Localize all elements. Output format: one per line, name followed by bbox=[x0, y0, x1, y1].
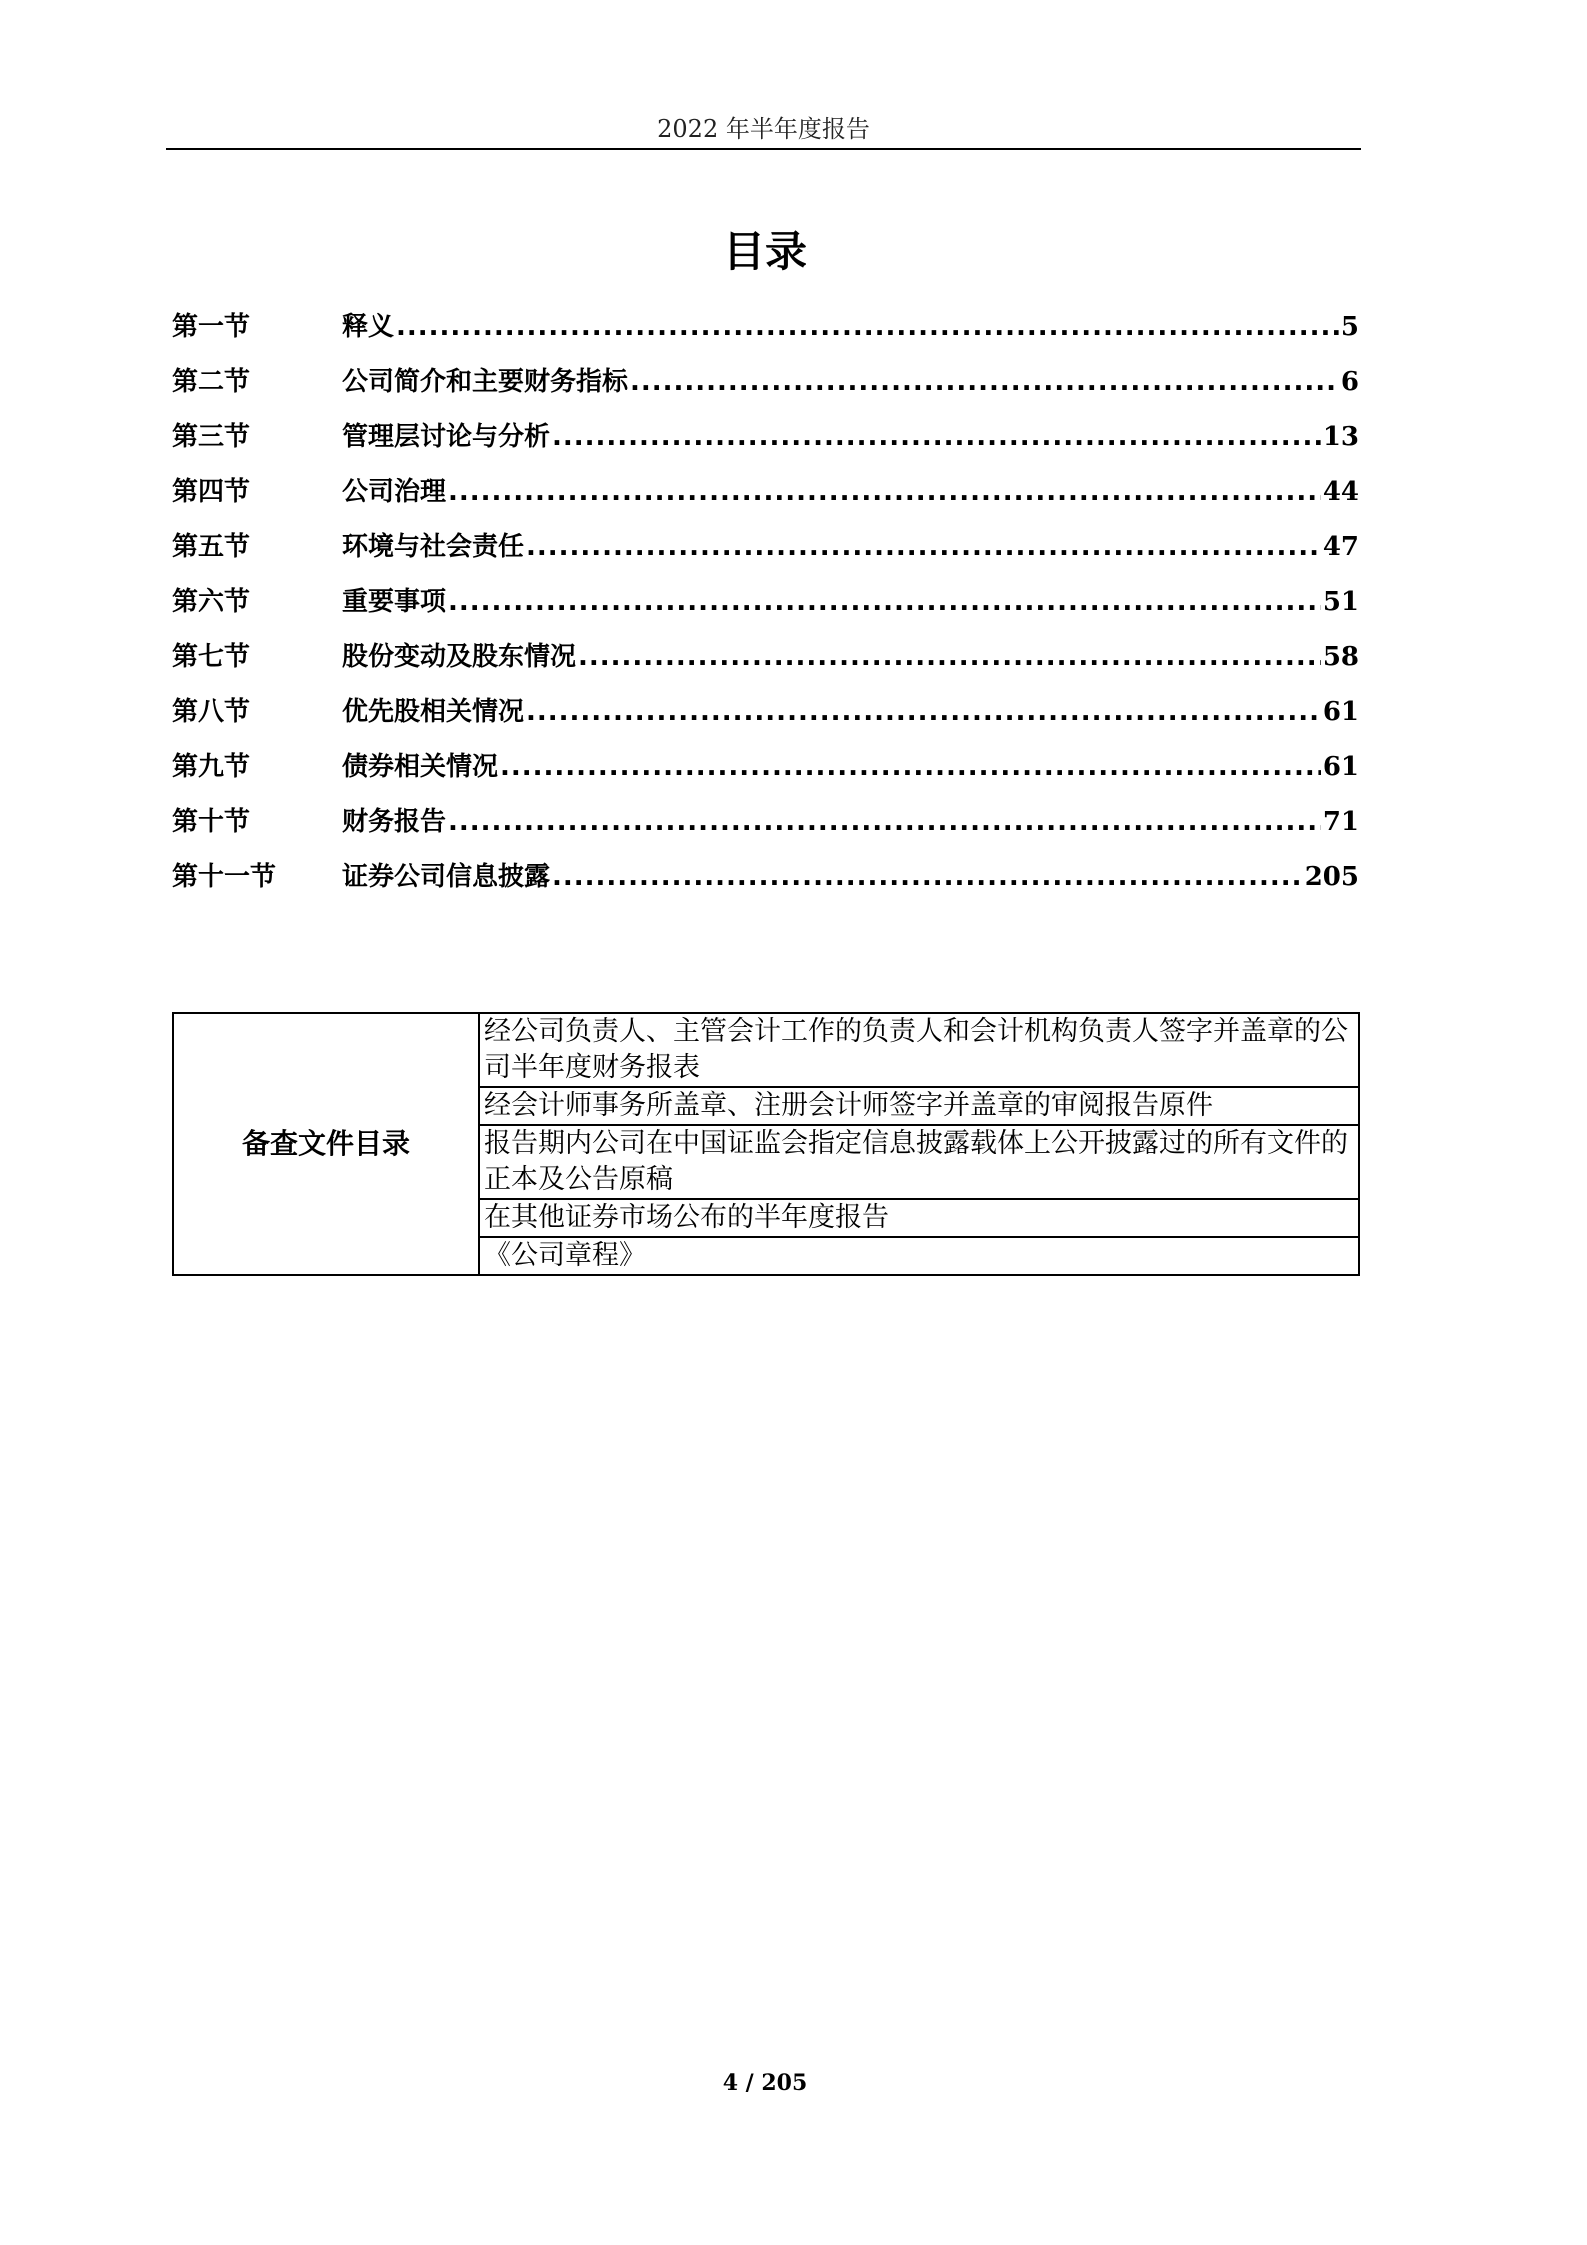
toc-section-title: 释义 bbox=[342, 312, 395, 342]
toc-dot-leader bbox=[526, 532, 1321, 562]
toc-entry-1[interactable] bbox=[172, 306, 1359, 361]
toc-section-number: 第六节 bbox=[172, 587, 251, 617]
toc-page-number: 13 bbox=[1322, 422, 1359, 452]
toc-entry-10[interactable] bbox=[172, 801, 1359, 856]
toc-dot-leader bbox=[448, 477, 1321, 507]
reference-documents-table bbox=[172, 1012, 1360, 1276]
toc-dot-leader bbox=[448, 587, 1321, 617]
toc-dot-leader bbox=[552, 422, 1321, 452]
toc-entry-7[interactable] bbox=[172, 636, 1359, 691]
reference-documents-heading: 备查文件目录 bbox=[173, 1013, 479, 1275]
toc-section-number: 第一节 bbox=[172, 312, 251, 342]
toc-section-title: 环境与社会责任 bbox=[342, 532, 525, 562]
toc-dot-leader bbox=[526, 697, 1321, 727]
toc-entry-5[interactable] bbox=[172, 526, 1359, 581]
toc-dot-leader bbox=[500, 752, 1321, 782]
toc-section-title: 管理层讨论与分析 bbox=[342, 422, 551, 452]
page-indicator: 4 / 205 bbox=[722, 2070, 808, 2096]
toc-dot-leader bbox=[630, 367, 1339, 397]
toc-page-number: 58 bbox=[1322, 642, 1359, 672]
running-header: 2022 年半年度报告 bbox=[657, 115, 870, 143]
toc-page-number: 51 bbox=[1322, 587, 1359, 617]
toc-section-title: 公司治理 bbox=[342, 477, 447, 507]
toc-section-number: 第二节 bbox=[172, 367, 251, 397]
reference-document-item: 经会计师事务所盖章、注册会计师签字并盖章的审阅报告原件 bbox=[479, 1087, 1359, 1125]
reference-document-item: 在其他证券市场公布的半年度报告 bbox=[479, 1199, 1359, 1237]
header-rule bbox=[166, 148, 1361, 150]
toc-section-title: 股份变动及股东情况 bbox=[342, 642, 577, 672]
toc-section-number: 第八节 bbox=[172, 697, 251, 727]
toc-entry-3[interactable] bbox=[172, 416, 1359, 471]
toc-page-number: 44 bbox=[1322, 477, 1359, 507]
reference-document-item: 经公司负责人、主管会计工作的负责人和会计机构负责人签字并盖章的公司半年度财务报表 bbox=[479, 1013, 1359, 1087]
toc-title: 目录 bbox=[722, 227, 807, 276]
toc-section-number: 第九节 bbox=[172, 752, 251, 782]
toc-dot-leader bbox=[552, 862, 1303, 892]
toc-section-number: 第十一节 bbox=[172, 862, 277, 892]
toc-page-number: 61 bbox=[1322, 752, 1359, 782]
toc-entry-9[interactable] bbox=[172, 746, 1359, 801]
toc-entry-8[interactable] bbox=[172, 691, 1359, 746]
toc-entry-2[interactable] bbox=[172, 361, 1359, 416]
toc-page-number: 5 bbox=[1340, 312, 1359, 342]
toc-section-number: 第三节 bbox=[172, 422, 251, 452]
toc-page-number: 205 bbox=[1304, 862, 1359, 892]
toc-entry-4[interactable] bbox=[172, 471, 1359, 526]
toc-page-number: 6 bbox=[1340, 367, 1359, 397]
toc-dot-leader bbox=[448, 807, 1321, 837]
reference-document-item: 报告期内公司在中国证监会指定信息披露载体上公开披露过的所有文件的正本及公告原稿 bbox=[479, 1125, 1359, 1199]
toc-section-title: 债券相关情况 bbox=[342, 752, 499, 782]
toc-section-number: 第七节 bbox=[172, 642, 251, 672]
toc-section-number: 第十节 bbox=[172, 807, 251, 837]
reference-document-item: 《公司章程》 bbox=[479, 1237, 1359, 1275]
toc-section-number: 第五节 bbox=[172, 532, 251, 562]
toc-entry-6[interactable] bbox=[172, 581, 1359, 636]
table-of-contents bbox=[172, 306, 1359, 911]
table-row bbox=[173, 1013, 1359, 1087]
toc-section-title: 优先股相关情况 bbox=[342, 697, 525, 727]
toc-section-title: 公司简介和主要财务指标 bbox=[342, 367, 629, 397]
toc-dot-leader bbox=[578, 642, 1321, 672]
toc-section-title: 财务报告 bbox=[342, 807, 447, 837]
toc-entry-11[interactable] bbox=[172, 856, 1359, 911]
toc-section-number: 第四节 bbox=[172, 477, 251, 507]
toc-section-title: 重要事项 bbox=[342, 587, 447, 617]
toc-page-number: 71 bbox=[1322, 807, 1359, 837]
toc-page-number: 47 bbox=[1322, 532, 1359, 562]
toc-page-number: 61 bbox=[1322, 697, 1359, 727]
toc-dot-leader bbox=[396, 312, 1339, 342]
toc-section-title: 证券公司信息披露 bbox=[342, 862, 551, 892]
